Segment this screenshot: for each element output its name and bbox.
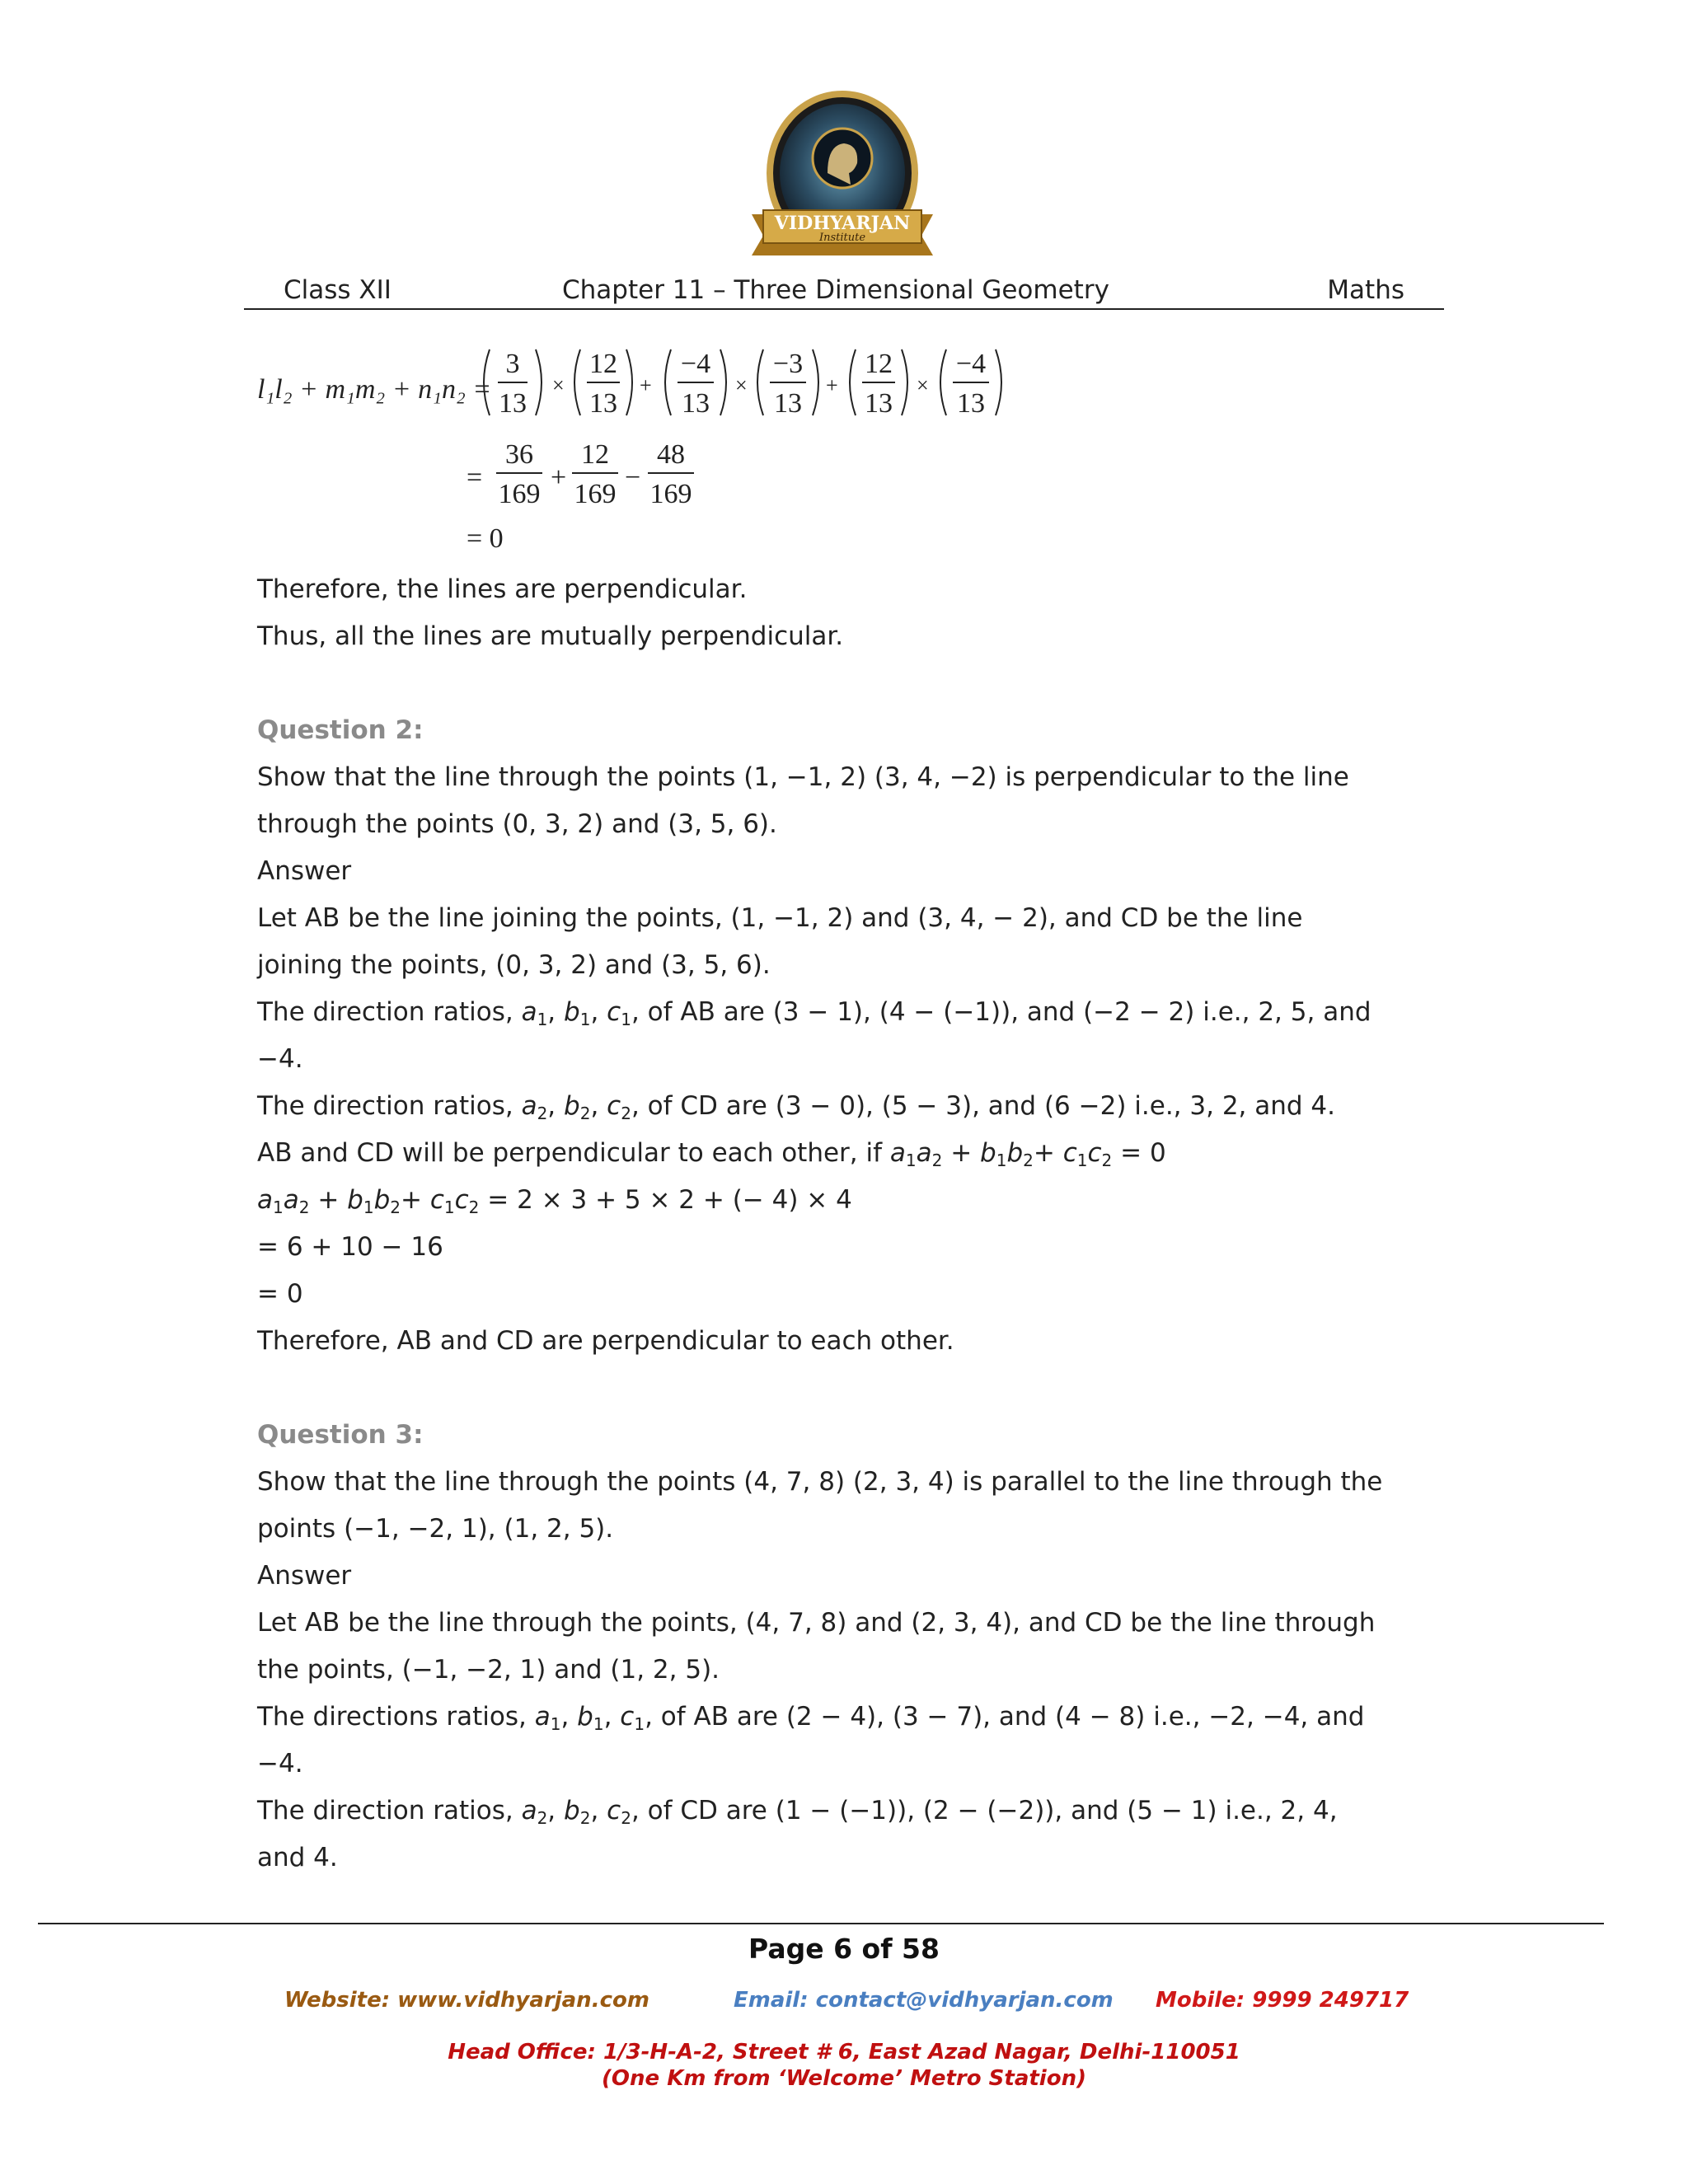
paragraph: Thus, all the lines are mutually perpendicular.	[257, 621, 844, 651]
svg-text:−4: −4	[680, 349, 711, 379]
answer-text: = 6 + 10 − 16	[257, 1232, 443, 1262]
svg-text:13: 13	[865, 388, 893, 419]
question-3-text: Show that the line through the points (4, 7, 8) (2, 3, 4) is parallel to the line through the	[257, 1467, 1383, 1497]
svg-text:12: 12	[865, 349, 893, 379]
svg-text:48: 48	[657, 439, 685, 470]
svg-text:36: 36	[505, 439, 533, 470]
svg-text:+: +	[826, 373, 838, 397]
svg-text:+: +	[640, 373, 652, 397]
question-2-text: through the points (0, 3, 2) and (3, 5, 6).	[257, 809, 777, 839]
answer-text: and 4.	[257, 1843, 338, 1872]
answer-text: AB and CD will be perpendicular to each other, if $a_1a_2 + b_1b_2+ c_1c_2 = 0$	[257, 1138, 1166, 1170]
subject-label: Maths	[1327, 275, 1404, 305]
answer-text: the points, (−1, −2, 1) and (1, 2, 5).	[257, 1655, 720, 1685]
page-number: Page 6 of 58	[748, 1933, 940, 1965]
answer-label: Answer	[257, 856, 352, 886]
question-3-title: Question 3:	[257, 1420, 424, 1450]
head-office-landmark: (One Km from ‘Welcome’ Metro Station)	[602, 2066, 1086, 2091]
svg-text:169: 169	[498, 479, 541, 509]
svg-text:169: 169	[574, 479, 617, 509]
svg-text:−4: −4	[955, 349, 987, 379]
equation-result: = 0	[467, 523, 504, 554]
website-link[interactable]: Website: www.vidhyarjan.com	[284, 1988, 649, 2013]
fraction-product-terms	[484, 349, 1001, 419]
svg-text:169: 169	[649, 479, 692, 509]
question-2-text: Show that the line through the points (1, −1, 2) (3, 4, −2) is perpendicular to the line	[257, 762, 1349, 792]
question-3-text: points (−1, −2, 1), (1, 2, 5).	[257, 1514, 614, 1544]
answer-text: −4.	[257, 1044, 303, 1074]
svg-text:13: 13	[682, 388, 710, 419]
head-office-address: Head Office: 1/3-H-A-2, Street # 6, East Azad Nagar, Delhi-110051	[448, 2040, 1240, 2064]
svg-text:13: 13	[957, 388, 985, 419]
svg-text:12: 12	[589, 349, 617, 379]
equation-line-2	[467, 439, 694, 509]
answer-text: Let AB be the line through the points, (4, 7, 8) and (2, 3, 4), and CD be the line through	[257, 1608, 1376, 1638]
svg-text:12: 12	[581, 439, 609, 470]
paragraph: Therefore, the lines are perpendicular.	[257, 574, 748, 604]
logo-subtitle: Institute	[818, 232, 866, 244]
footer-divider	[38, 1923, 1604, 1924]
answer-text: joining the points, (0, 3, 2) and (3, 5, 6).	[257, 950, 771, 980]
page-header	[244, 274, 1444, 310]
chapter-title: Chapter 11 – Three Dimensional Geometry	[562, 275, 1109, 305]
answer-text: $a_1a_2 + b_1b_2+ c_1c_2 = 2 \times 3 + 5 \times 2$ + (− 4) × 4	[257, 1185, 852, 1217]
question-2-title: Question 2:	[257, 715, 424, 745]
svg-text:×: ×	[917, 373, 929, 397]
svg-text:13: 13	[499, 388, 527, 419]
answer-label: Answer	[257, 1561, 352, 1591]
svg-text:3: 3	[505, 349, 520, 379]
svg-text:13: 13	[774, 388, 802, 419]
logo-name: VIDHYARJAN	[774, 213, 911, 234]
svg-text:−3: −3	[772, 349, 804, 379]
answer-text: The direction ratios, $a_2$, $b_2$, $c_2$, of CD are (3 − 0), (5 − 3), and (6 −2) i.e., 3, 2, and 4.	[257, 1091, 1335, 1123]
svg-text:+: +	[551, 462, 567, 493]
answer-text: Therefore, AB and CD are perpendicular to each other.	[257, 1326, 954, 1356]
mobile-number: Mobile: 9999 249717	[1156, 1988, 1409, 2013]
answer-text: The direction ratios, $a_2$, $b_2$, $c_2$, of CD are (1 − (−1)), (2 − (−2)), and (5 − 1) i.e., 2, 4,	[257, 1796, 1338, 1828]
answer-text: The direction ratios, $a_1$, $b_1$, $c_1$, of AB are (3 − 1), (4 − (−1)), and (−2 − 2) i.e., 2, 5, and	[257, 997, 1372, 1029]
answer-text: Let AB be the line joining the points, (1, −1, 2) and (3, 4, − 2), and CD be the line	[257, 903, 1303, 933]
svg-text:×: ×	[552, 373, 565, 397]
svg-text:−: −	[625, 462, 641, 493]
institute-logo	[735, 91, 950, 280]
svg-text:=: =	[467, 462, 483, 493]
class-label: Class XII	[284, 275, 392, 305]
svg-text:×: ×	[735, 373, 748, 397]
answer-text: The directions ratios, $a_1$, $b_1$, $c_1$, of AB are (2 − 4), (3 − 7), and (4 − 8) i.e., −2, −4, and	[257, 1702, 1365, 1734]
equation-lhs: l₁l₂ + m₁m₂ + n₁n₂ =	[257, 374, 492, 405]
email-link[interactable]: Email: contact@vidhyarjan.com	[734, 1988, 1114, 2013]
answer-text: −4.	[257, 1749, 303, 1779]
dot-product-equation	[257, 330, 1081, 560]
answer-text: = 0	[257, 1279, 303, 1309]
svg-text:13: 13	[589, 388, 617, 419]
